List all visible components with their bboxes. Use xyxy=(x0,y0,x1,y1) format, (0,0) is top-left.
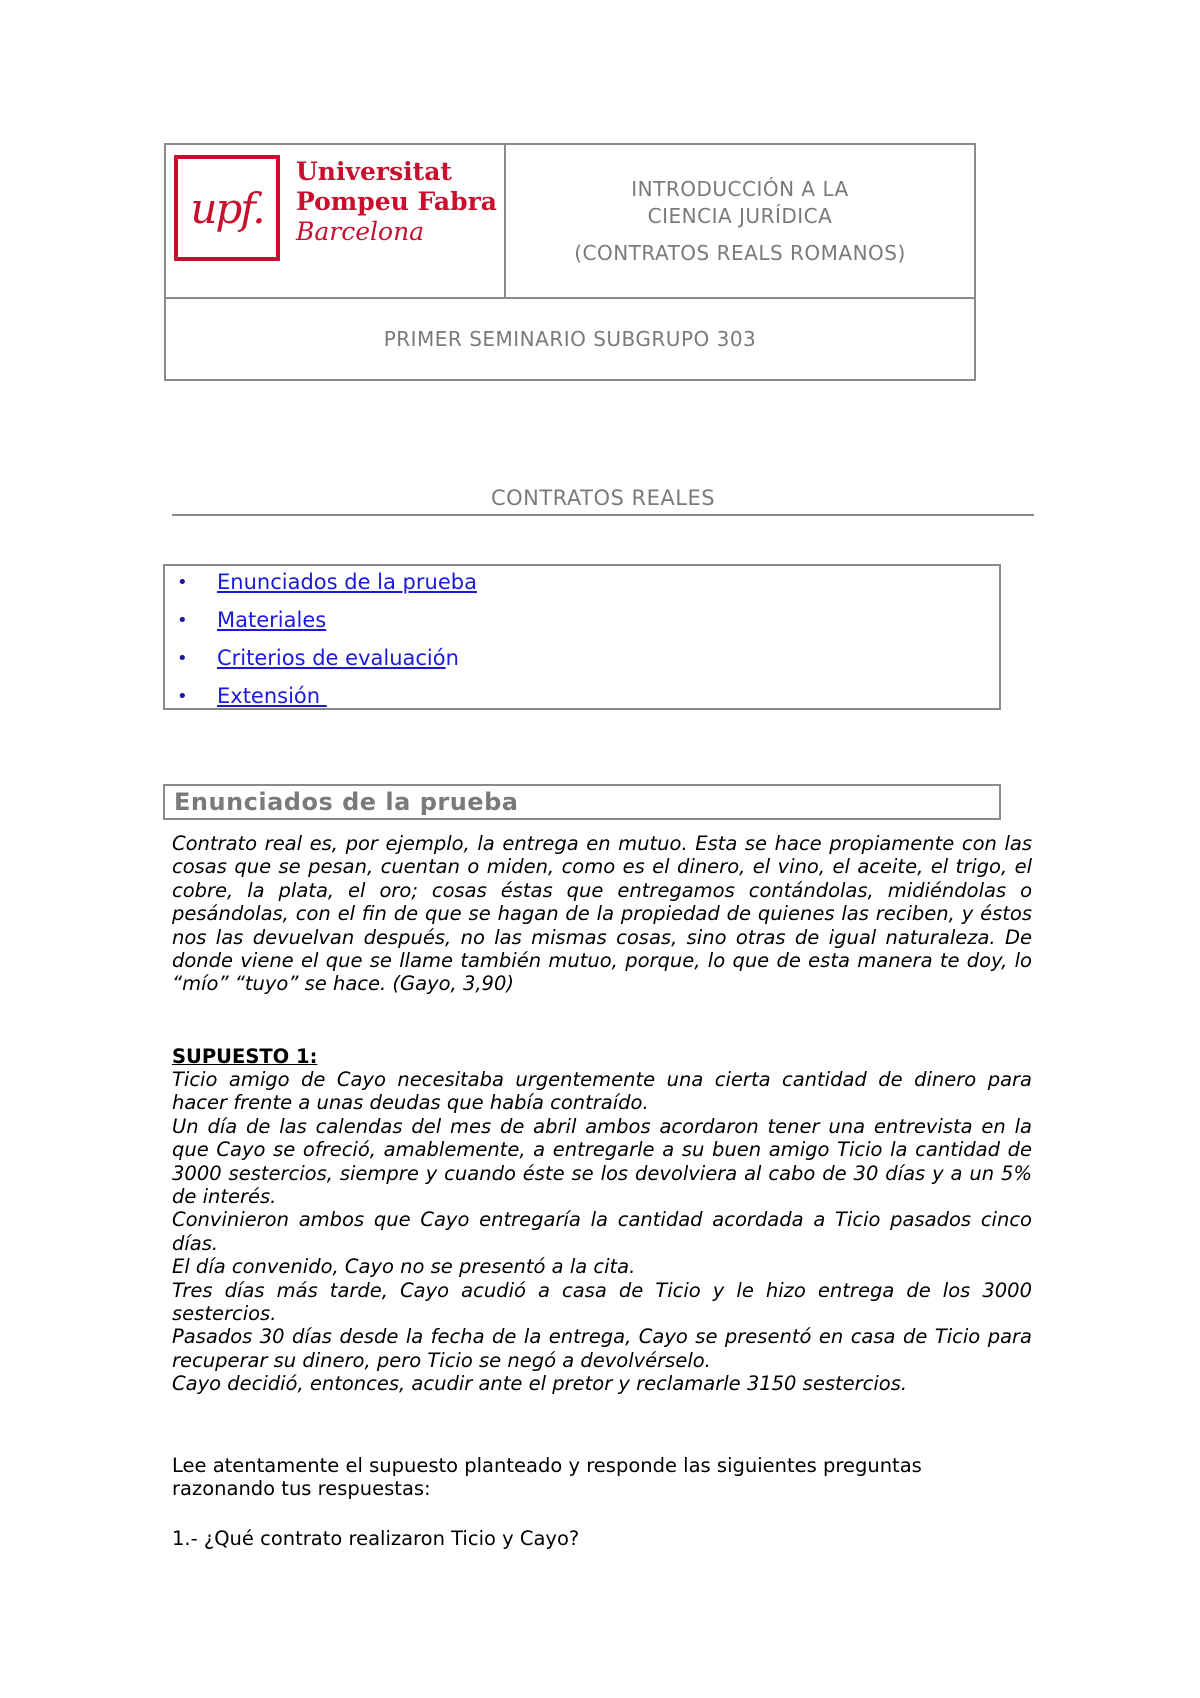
bullet-icon: • xyxy=(177,609,188,631)
case-paragraph: Pasados 30 días desde la fecha de la entrega, Cayo se presentó en casa de Ticio para recuperar su dinero, pero Ticio se negó a devolvérselo. xyxy=(172,1325,1032,1372)
session-cell xyxy=(166,297,974,379)
logo-line-1: Universitat xyxy=(296,157,452,186)
course-title-cell xyxy=(506,145,974,297)
toc-link-enunciados[interactable]: Enunciados de la prueba xyxy=(217,570,477,594)
upf-logo-wordmark xyxy=(296,157,497,247)
case-body xyxy=(172,1068,1032,1396)
table-of-contents xyxy=(163,564,1001,710)
gaius-quote: Contrato real es, por ejemplo, la entrega en mutuo. Esta se hace propiamente con las cosas que se pesan, cuentan o miden, como es el dinero, el vino, el aceite, el trigo, el cobre, la plata, el oro; cosas éstas que entregamos contándolas, midiéndolas o pesándolas, con el fin de que se hagan de la propiedad de quienes las reciben, y éstos nos las devuelvan después, no las mismas cosas, sino otras de igual naturaleza. De donde viene el que se llame también mutuo, porque, lo que de esta manera te doy, lo “mío” “tuyo” se hace. (Gayo, 3,90) xyxy=(172,832,1032,996)
instructions-text: Lee atentamente el supuesto planteado y responde las siguientes preguntas razonando tus respuestas: xyxy=(172,1454,922,1501)
case-title: SUPUESTO 1: xyxy=(172,1045,318,1068)
bullet-icon: • xyxy=(177,647,188,669)
toc-link-extension[interactable]: Extensión xyxy=(217,684,327,708)
logo-cell xyxy=(166,145,506,297)
course-title: INTRODUCCIÓN A LA CIENCIA JURÍDICA xyxy=(631,176,849,228)
question-1: 1.- ¿Qué contrato realizaron Ticio y Cayo? xyxy=(172,1527,580,1550)
section-divider xyxy=(172,514,1034,516)
toc-item-materiales xyxy=(173,606,326,634)
upf-logo xyxy=(174,155,497,263)
toc-item-extension xyxy=(173,682,327,710)
toc-link-materiales[interactable]: Materiales xyxy=(217,608,327,632)
header-table xyxy=(164,143,976,381)
toc-link-criterios-tail: n xyxy=(445,646,459,670)
logo-line-2: Pompeu Fabra xyxy=(296,187,497,216)
case-paragraph: El día convenido, Cayo no se presentó a la cita. xyxy=(172,1255,636,1279)
bullet-icon: • xyxy=(177,685,188,707)
bullet-icon: • xyxy=(177,571,188,593)
case-paragraph: Ticio amigo de Cayo necesitaba urgentemente una cierta cantidad de dinero para hacer frente a unas deudas que había contraído. xyxy=(172,1068,1032,1115)
course-subtitle: (CONTRATOS REALS ROMANOS) xyxy=(574,240,906,265)
toc-item-enunciados xyxy=(173,568,477,596)
case-paragraph: Tres días más tarde, Cayo acudió a casa de Ticio y le hizo entrega de los 3000 sestercios. xyxy=(172,1278,1032,1326)
case-paragraph: Convinieron ambos que Cayo entregaría la cantidad acordada a Ticio pasados cinco días. xyxy=(172,1208,1032,1255)
section-heading: CONTRATOS REALES xyxy=(490,486,716,510)
upf-logo-mark: upf. xyxy=(174,155,280,261)
case-paragraph: Un día de las calendas del mes de abril ambos acordaron tener una entrevista en la que Cayo se ofreció, amablemente, a entregarle a su buen amigo Ticio la cantidad de 3000 sestercios, siempre y cuando éste se los devolviera al cabo de 30 días y a un 5% de interés. xyxy=(172,1114,1032,1209)
enunciados-heading: Enunciados de la prueba xyxy=(163,784,1001,820)
case-paragraph: Cayo decidió, entonces, acudir ante el pretor y reclamarle 3150 sestercios. xyxy=(172,1372,908,1396)
toc-link-criterios[interactable]: Criterios de evaluació xyxy=(217,646,446,670)
logo-line-3: Barcelona xyxy=(296,217,425,246)
session-title: PRIMER SEMINARIO SUBGRUPO 303 xyxy=(383,327,757,351)
toc-item-criterios xyxy=(173,644,459,672)
